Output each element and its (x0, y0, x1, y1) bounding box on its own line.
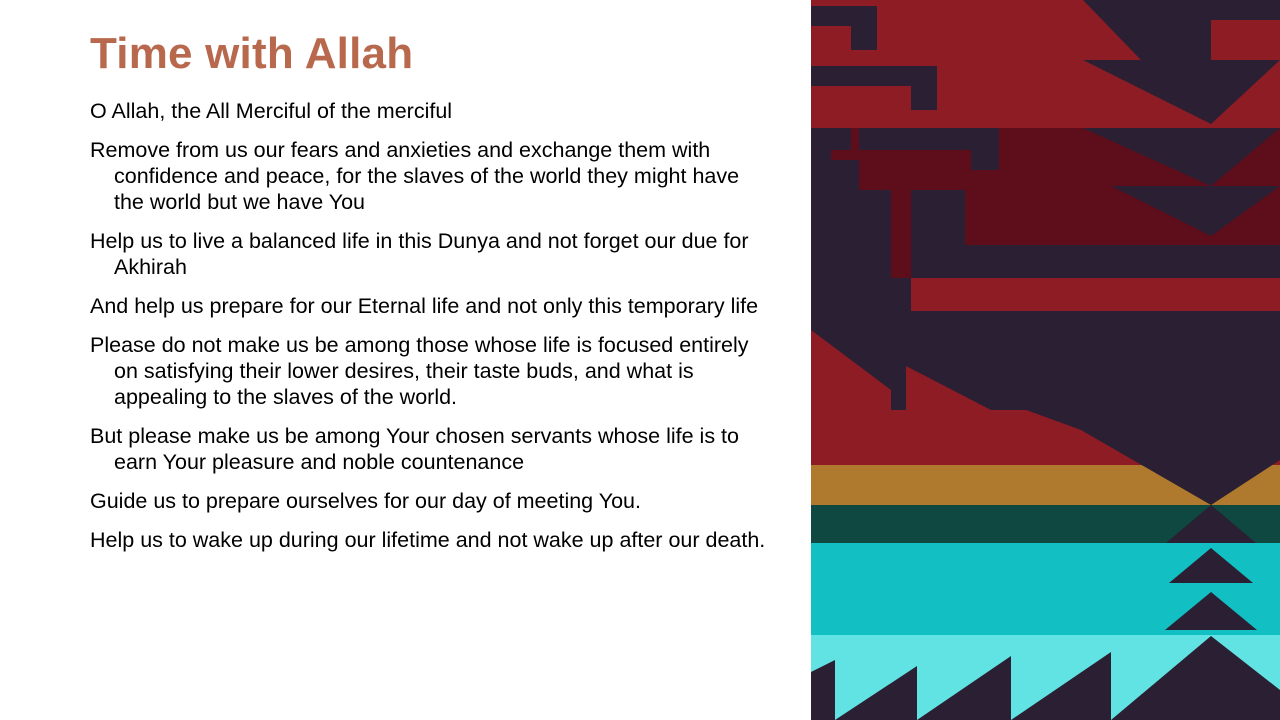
prayer-line-8: Help us to wake up during our lifetime and not wake up after our death. (90, 528, 766, 552)
prayer-line-7: Guide us to prepare ourselves for our day of meeting You. (90, 489, 641, 513)
prayer-line-2: Remove from us our fears and anxieties and exchange them with confidence and peace, for the slaves of the world they might have the world but we have You (90, 138, 740, 214)
prayer-line-5: Please do not make us be among those whose life is focused entirely on satisfying their lower desires, their taste buds, and what is appealing to the slaves of the world. (90, 333, 749, 409)
prayer-list (90, 98, 770, 553)
prayer-line-4: And help us prepare for our Eternal life and not only this temporary life (90, 294, 759, 318)
decorative-tribal-pattern (811, 0, 1280, 720)
pattern-graphic (811, 0, 1280, 720)
slide-title: Time with Allah (90, 29, 414, 78)
text-panel (90, 22, 770, 566)
prayer-line-6: But please make us be among Your chosen servants whose life is to earn Your pleasure and noble countenance (90, 424, 739, 474)
prayer-line-3: Help us to live a balanced life in this Dunya and not forget our due for Akhirah (90, 229, 749, 279)
prayer-line-1: O Allah, the All Merciful of the merciful (90, 99, 453, 123)
